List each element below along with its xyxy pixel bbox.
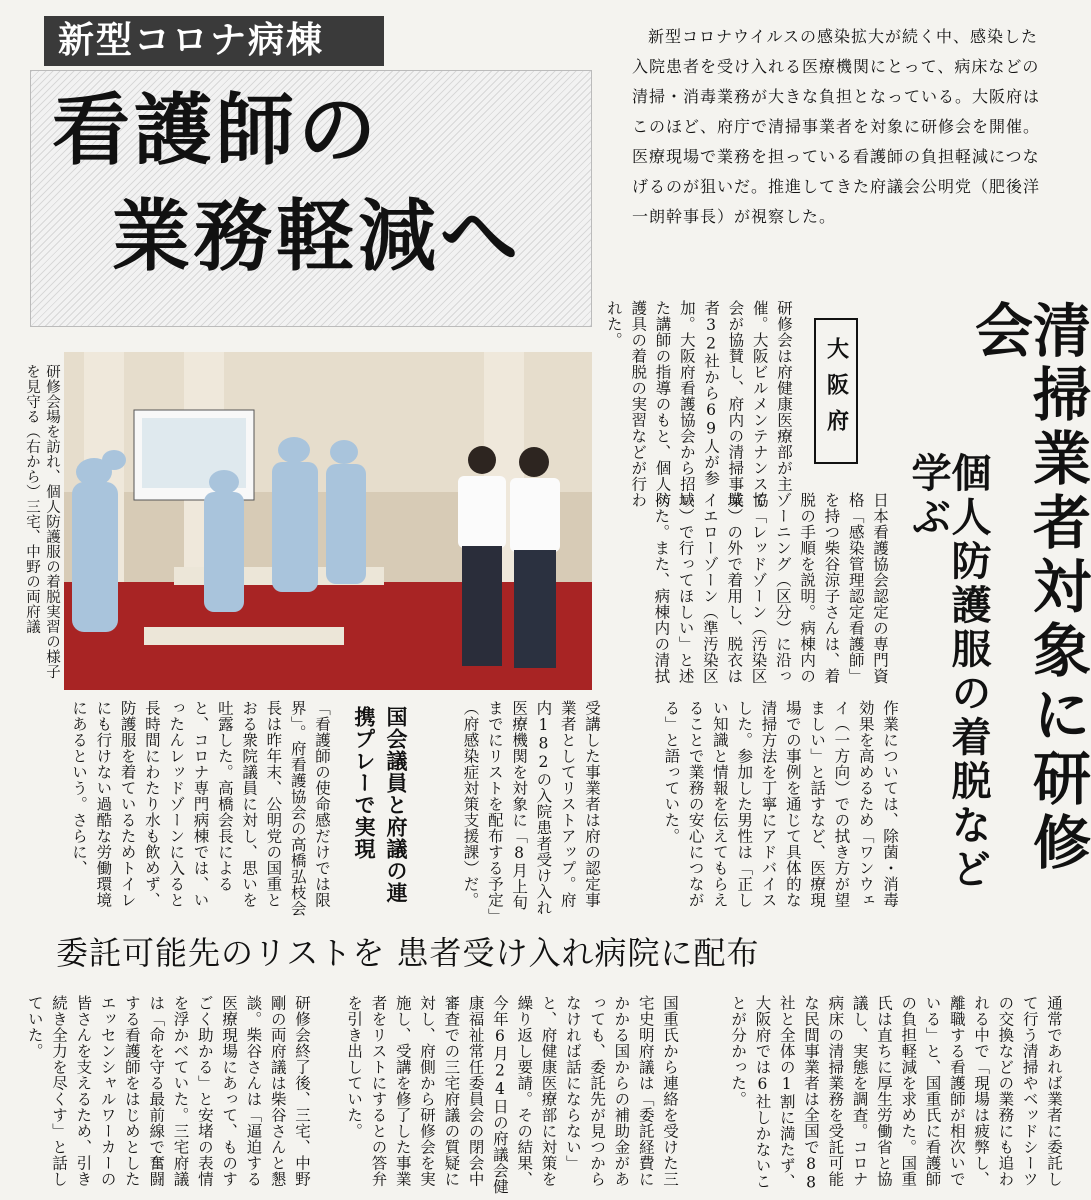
photo-illustration (64, 352, 592, 690)
body-column-mid-left: 「看護師の使命感だけでは限界」。府看護協会の高橋弘枝会長は昨年末、公明党の国重とおる衆院議員に対し、思いを吐露した。高橋会長によると、コロナ専門病棟では、いったんレッドゾーンに入ると長時間にわたり水も飲めず、防護服を着ているためトイレにも行けない過酷な労働環境にあるという。さらに、 (70, 700, 331, 917)
body-column-upper-b: 日本看護協会認定の専門資格「感染管理認定看護師」を持つ柴谷涼子さんは、着脱の手順を説明。病棟内のゾーニング（区分）に沿って「レッドゾーン（汚染区域）の外で着用し、脱衣はイエローゾーン（準汚染区域）で行ってほしい」と述べた。また、病棟内の清拭 (652, 492, 889, 684)
horizontal-headline: 委託可能先のリストを 患者受け入れ病院に配布 (56, 934, 760, 972)
body-column-bottom-center: 国重氏から連絡を受けた三宅史明府議は「委託経費にかかる国からの補助金があっても、委託先が見つからなければ話にならない」と、府健康医療部に対策を繰り返し要請。その結果、今年6月24日の府議会健康福祉常任委員会の閉会中審査での三宅府議の質疑に対し、府側から研修会を実施し、受講を修了した事業者をリストにするとの答弁を引き出していた。 (345, 995, 679, 1195)
headline-line-2: 業務軽減へ (112, 192, 523, 282)
lead-paragraph: 新型コロナウイルスの感染拡大が続く中、感染した入院患者を受け入れる医療機関にとって、病床などの清掃・消毒業務が大きな負担となっている。大阪府はこのほど、府庁で清掃事業者を対象に研修会を開催。医療現場で業務を担っている看護師の負担軽減につなげるのが狙いだ。推進してきた府議会公明党（肥後洋一朗幹事長）が視察した。 (632, 27, 1041, 226)
body-column-bottom-right: 通常であれば業者に委託して行う清掃やベッドシーツの交換などの業務にも追われる中で「現場は疲弊し、離職する看護師が相次いでいる」と、国重氏に看護師の負担軽減を求めた。国重氏は直ちに厚生労働省と協議し、実態を調査。コロナ病床の清掃業務を受託可能な民間事業者は全国で88社と全体の1割に満たず、大阪府では6社しかないことが分かった。 (729, 995, 1063, 1192)
body-column-bottom-left: 研修会終了後、三宅、中野剛の両府議は柴谷さんと懇談。柴谷さんは「逼迫する医療現場にあって、ものすごく助かる」と安堵の表情を浮かべていた。三宅府議は「命を守る最前線で奮闘する看護師をはじめとしたエッセンシャルワーカーの皆さんを支えるため、引き続き全力を尽くす」と話していた。 (25, 995, 311, 1187)
event-photo (64, 352, 592, 690)
photo-caption: 研修会場を訪れ、個人防護服の着脱実習の様子を見守る（右から）三宅、中野の両府議 (24, 364, 60, 679)
kicker-label: 新型コロナ病棟 (44, 16, 384, 66)
subhead-left: 国会議員と府議の連携プレーで実現 (352, 706, 408, 904)
body-column-mid-right: 作業については、除菌・消毒効果を高めるため「ワンウェイ（一方向）での拭き方が望ましい」と話すなど、医療現場での事例を通じて具体的な清掃方法を丁寧にアドバイスした。参加した男性は「正しい知識と情報を伝えてもらえることで業務の安心につながる」と語っていた。 (662, 700, 899, 908)
body-column-mid-center: 受講した事業者は府の認定事業者としてリストアップ。府内182の入院患者受け入れ医療機関を対象に「8月上旬までにリストを配布する予定」（府感染症対策支援課）だ。 (461, 700, 601, 917)
sub-headline: 個人防護服の着脱など学ぶ (905, 452, 991, 892)
region-box: 大阪府 (814, 318, 858, 464)
headline-line-1: 看護師の (52, 86, 381, 176)
main-headline: 清掃業者対象に研修会 (965, 300, 1091, 876)
body-column-upper-a: 研修会は府健康医療部が主催。大阪ビルメンテナンス協会が協賛し、府内の清掃事業者32社から69人が参加。大阪府看護協会から招いた講師の指導のもと、個人防護具の着脱の実習などが行われた。 (604, 300, 793, 508)
